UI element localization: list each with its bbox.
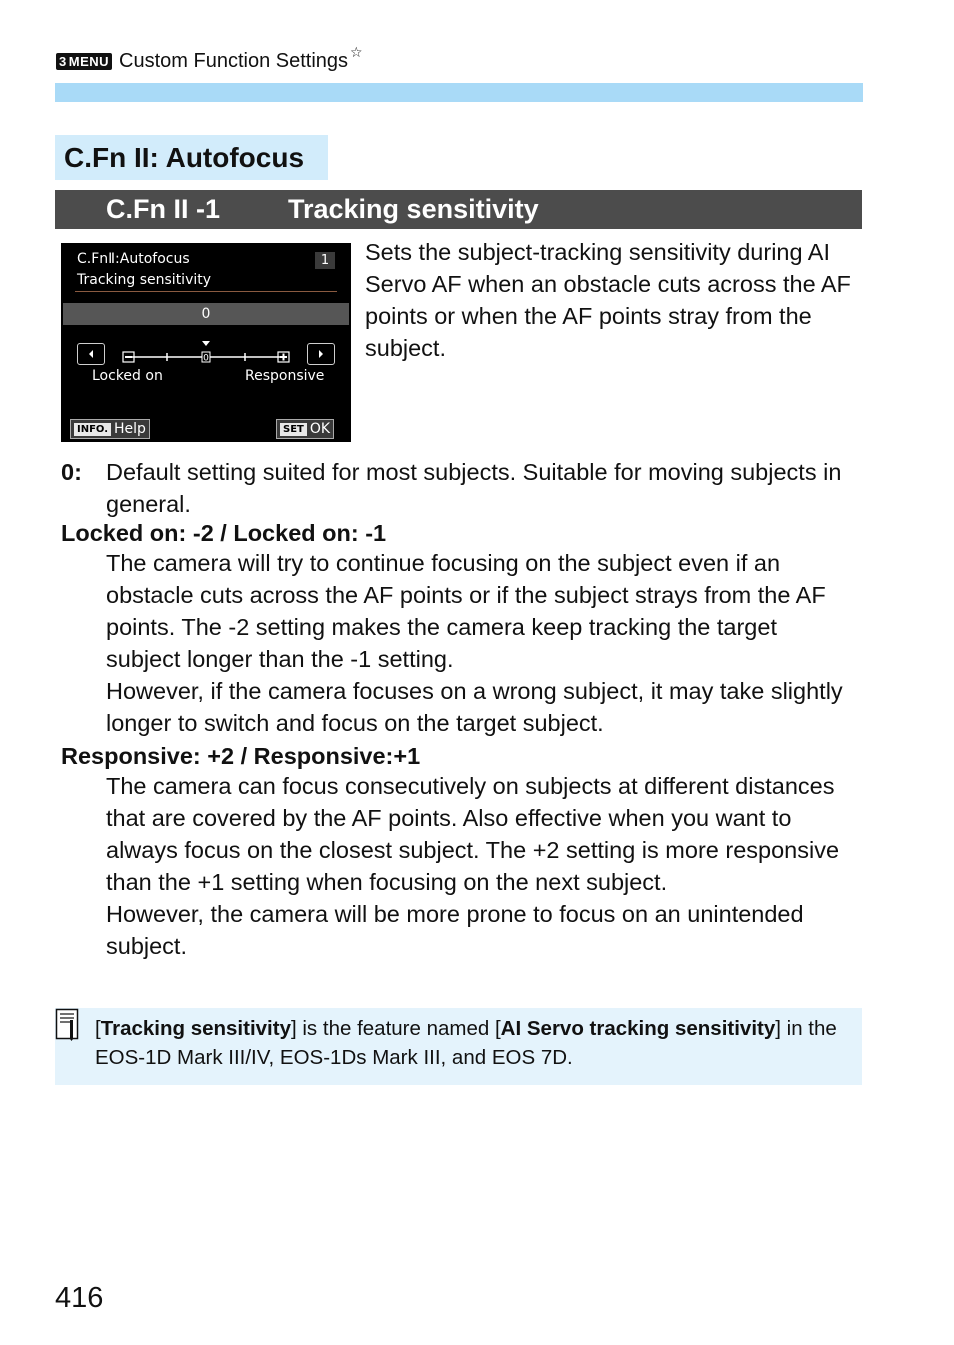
option-responsive-heading: Responsive: +2 / Responsive:+1 xyxy=(61,743,421,769)
camera-menu-category: C.FnⅡ:Autofocus xyxy=(77,251,190,267)
info-key-icon: INFO. xyxy=(74,423,111,436)
function-title-bar xyxy=(55,190,862,229)
set-ok-button[interactable] xyxy=(276,419,334,439)
note-memo-icon xyxy=(55,1008,81,1042)
note-term-ai-servo: AI Servo tracking sensitivity xyxy=(500,1017,776,1040)
header-title: Custom Function Settings xyxy=(119,49,349,72)
option-zero-text: Default setting suited for most subjects. Suitable for moving subjects in general. xyxy=(106,459,842,517)
function-name: Tracking sensitivity xyxy=(288,194,539,224)
note-term-tracking-sensitivity: Tracking sensitivity xyxy=(100,1017,291,1040)
option-responsive-paragraph: The camera can focus consecutively on subjects at different distances that are covered by the AF points. Also effective when you want to always focus on the closest subject. The +2 setting is more responsive than the +1 setting when focusing on the next subject. xyxy=(106,773,840,895)
option-locked-on-body xyxy=(106,547,856,739)
sensitivity-slider[interactable] xyxy=(121,340,291,364)
option-responsive-caution: However, the camera will be more prone to focus on an unintended subject. xyxy=(106,901,804,959)
page-number: 416 xyxy=(55,1282,104,1314)
camera-menu-screen xyxy=(61,243,351,442)
menu-tab-badge xyxy=(56,53,112,70)
note-middle-text: ] is the feature named [ xyxy=(290,1017,501,1040)
set-key-icon: SET xyxy=(280,423,307,436)
svg-text:0: 0 xyxy=(203,353,209,364)
option-locked-on-paragraph: The camera will try to continue focusing on the subject even if an obstacle cuts across the AF points or if the subject strays from the AF points. The -2 setting makes the camera keep tracking the target subject longer than the -1 setting. xyxy=(106,550,826,672)
option-zero-key: 0: xyxy=(61,459,82,485)
menu-tab-number: 3 xyxy=(59,53,67,69)
page-header xyxy=(56,43,363,74)
function-code: C.Fn II -1 xyxy=(106,194,220,224)
option-locked-on-heading: Locked on: -2 / Locked on: -1 xyxy=(61,520,387,546)
slider-label-locked-on: Locked on xyxy=(92,368,163,384)
menu-label: MENU xyxy=(68,53,110,69)
info-help-button[interactable] xyxy=(70,419,150,439)
camera-value-bar: 0 xyxy=(63,303,349,325)
camera-menu-item: Tracking sensitivity xyxy=(77,272,212,288)
option-locked-on-caution: However, if the camera focuses on a wrong subject, it may take slightly longer to switch and focus on the target subject. xyxy=(106,678,843,736)
camera-page-number: 1 xyxy=(315,252,335,269)
note-box xyxy=(55,1008,862,1085)
right-arrow-button[interactable] xyxy=(307,343,335,365)
star-icon: ☆ xyxy=(350,43,363,60)
slider-current-marker xyxy=(202,341,210,364)
left-arrow-button[interactable] xyxy=(77,343,105,365)
info-help-label: Help xyxy=(114,421,146,437)
header-rule-bar xyxy=(55,83,863,102)
slider-label-responsive: Responsive xyxy=(245,368,325,384)
chevron-right-icon xyxy=(317,349,325,359)
set-ok-label: OK xyxy=(309,421,331,437)
note-text xyxy=(95,1014,855,1072)
option-responsive-body xyxy=(106,770,856,962)
note-bracket: [ xyxy=(95,1017,101,1040)
chevron-left-icon xyxy=(87,349,95,359)
camera-divider xyxy=(75,291,337,292)
section-tag: C.Fn II: Autofocus xyxy=(55,135,328,180)
note-closing-text: ] in the EOS-1D Mark III/IV, EOS-1Ds Mark III, and EOS 7D. xyxy=(95,1017,837,1069)
function-description: Sets the subject-tracking sensitivity during AI Servo AF when an obstacle cuts across the AF points or when the AF points stray from the subject. xyxy=(365,239,851,361)
